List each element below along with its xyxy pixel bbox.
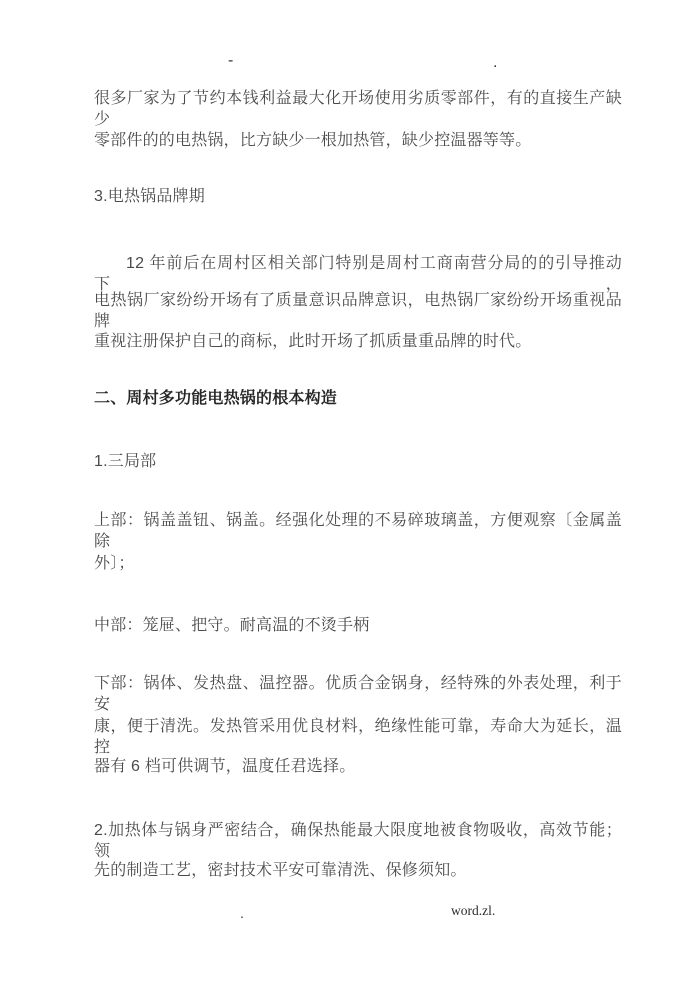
- doc-line: 器有 6 档可供调节，温度任君选择。: [94, 758, 356, 775]
- doc-line: 中部：笼屉、把守。耐高温的不烫手柄: [94, 617, 370, 634]
- doc-line: 下部：锅体、发热盘、温控器。优质合金锅身，经特殊的外表处理，利于安: [94, 675, 622, 713]
- watermark-brand: word.zl.: [451, 903, 496, 918]
- doc-line: 先的制造工艺，密封技术平安可靠清洗、保修须知。: [94, 862, 467, 879]
- doc-line-section-3: 3.电热锅品牌期: [94, 188, 205, 205]
- doc-line-subsection-1: 1.三局部: [94, 453, 157, 470]
- doc-line-subsection-2: 2.加热体与锅身严密结合，确保热能最大限度地被食物吸收，高效节能；领: [94, 822, 622, 860]
- doc-line: 重视注册保护自己的商标，此时开场了抓质量重品牌的时代。: [94, 333, 532, 350]
- footer-dot-mark: .: [240, 905, 244, 921]
- section-heading: 二、周村多功能电热锅的根本构造: [94, 390, 338, 407]
- doc-line: 上部：锅盖盖钮、锅盖。经强化处理的不易碎玻璃盖，方便观察〔金属盖除: [94, 512, 622, 550]
- doc-line: 零部件的的电热锅，比方缺少一根加热管，缺少控温器等等。: [94, 132, 532, 149]
- doc-line: 电热锅厂家纷纷开场有了质量意识品牌意识，电热锅厂家纷纷开场重视品牌: [94, 292, 622, 330]
- top-dot-mark: .: [493, 54, 498, 71]
- top-dash-mark: -: [228, 52, 234, 69]
- doc-line: 12 年前后在周村区相关部门特别是周村工商南营分局的的引导推动下，: [94, 255, 622, 293]
- doc-line: 外〕；: [94, 555, 135, 572]
- doc-line: 康，便于清洗。发热管采用优良材料，绝缘性能可靠，寿命大为延长，温控: [94, 718, 622, 756]
- doc-line: 很多厂家为了节约本钱利益最大化开场使用劣质零部件，有的直接生产缺少: [94, 90, 622, 128]
